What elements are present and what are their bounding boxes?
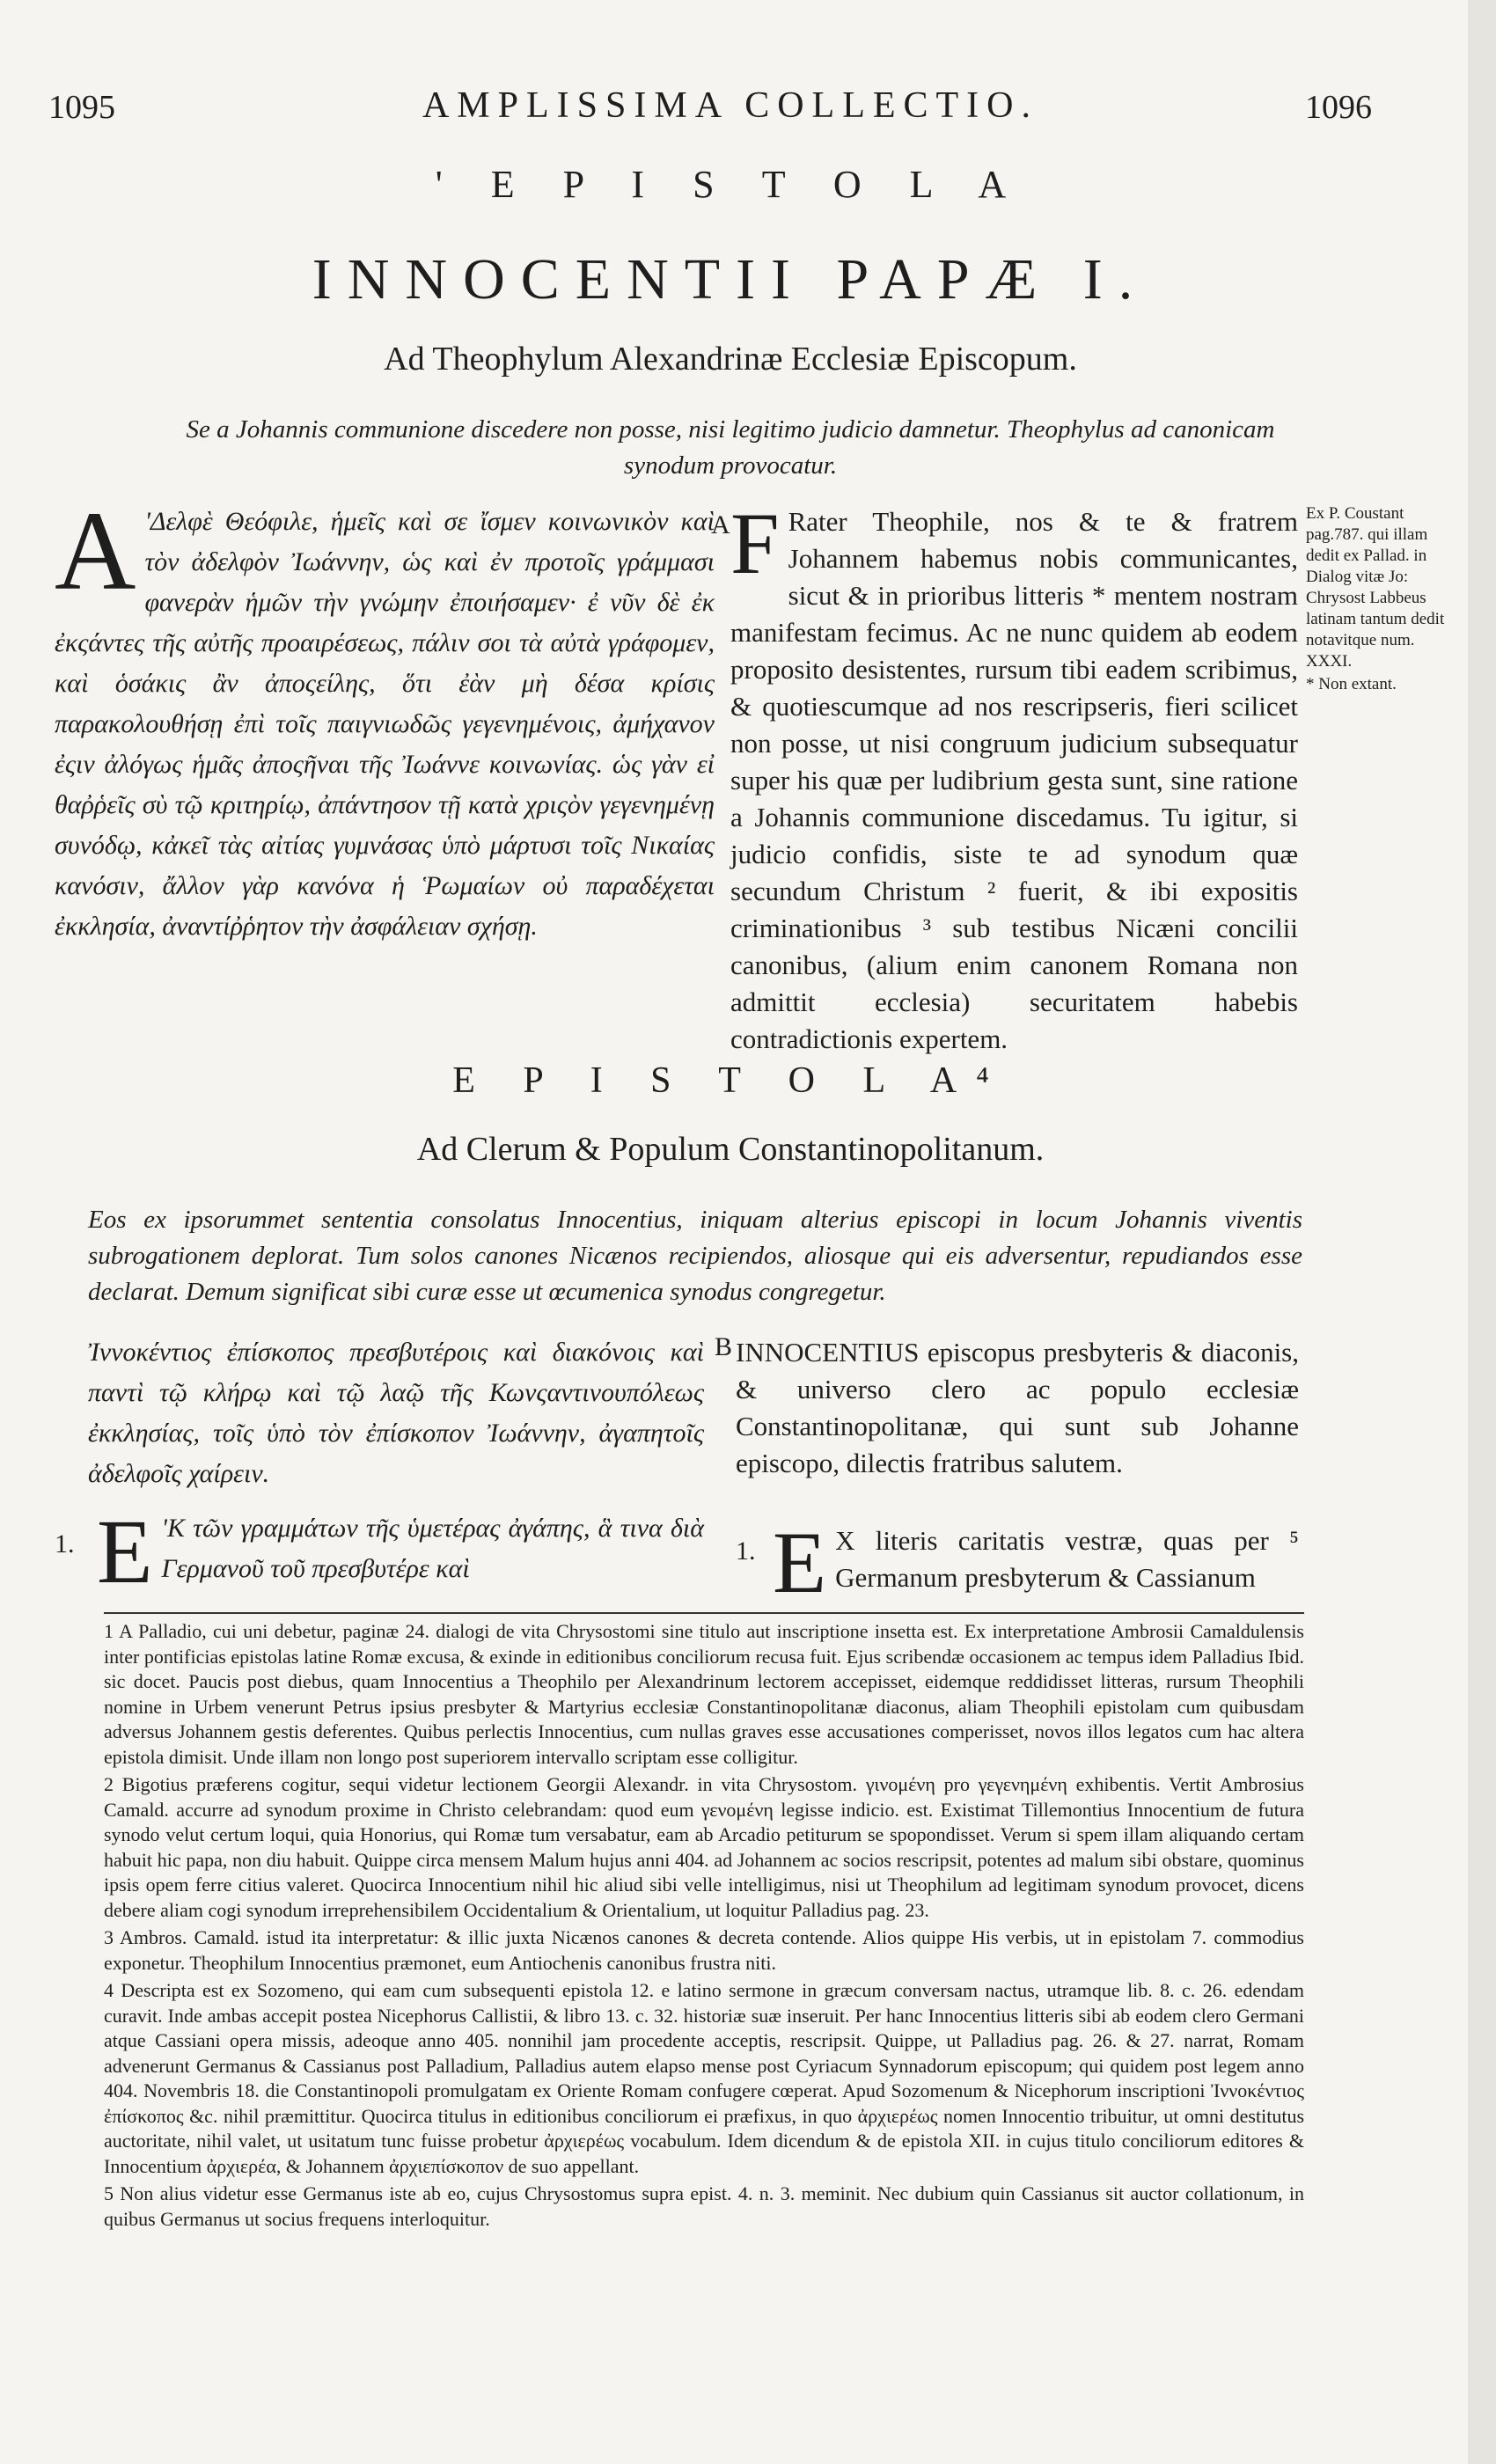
footnote-rule	[104, 1612, 1304, 1614]
paragraph-number-greek: 1.	[55, 1529, 75, 1558]
epistle-heading: ' E P I S T O L A	[435, 163, 1026, 206]
column-marker-b: B	[715, 1332, 733, 1361]
column-marker-a: A	[711, 510, 730, 539]
page-number-left: 1095	[48, 89, 115, 126]
footnotes	[104, 1619, 1304, 2234]
latin-text-column	[730, 495, 1298, 1058]
latin-paragraph-text: X literis caritatis vestræ, quas per ⁵ Germanum presbyterum & Cassianum	[835, 1525, 1299, 1593]
greek-paragraph-1	[97, 1501, 704, 1602]
greek-drop-cap-2: Ε	[97, 1501, 153, 1602]
greek-drop-cap: Α	[55, 488, 136, 613]
epistle2-subtitle: Ad Clerum & Populum Constantinopolitanum.	[416, 1131, 1045, 1168]
page-number-right: 1096	[1305, 89, 1372, 126]
latin-drop-cap: F	[730, 495, 780, 592]
epistle-subtitle: Ad Theophylum Alexandrinæ Ecclesiæ Episcopum.	[384, 341, 1077, 378]
latin-text: Rater Theophile, nos & te & fratrem Johannem habemus nobis communicantes, sicut & in prioribus litteris * mentem nostram manifestam fecimus. Ac ne nunc quidem ab eodem proposito desistentes, rursum tibi eadem scribimus, & quotiescumque ad nos rescripseris, fieri scilicet non posse, ut nisi congruum judicium subsequatur super his quæ per ludibrium gesta sunt, sine ratione a Johannis communione discedamus. Tu igitur, si judicio confidis, siste te ad synodum quæ secundum Christum ² fuerit, & ibi expositis criminationibus ³ sub testibus Nicæni concilii canonibus, (alium enim canonem Romana non admittit ecclesia) securitatem habebis contradictionis expertem.	[730, 506, 1298, 1054]
margin-note	[1306, 503, 1456, 695]
margin-note-non-extant: * Non extant.	[1306, 675, 1397, 693]
running-title: AMPLISSIMA COLLECTIO.	[422, 85, 1039, 126]
latin-drop-cap-2: E	[773, 1514, 827, 1611]
epistle-title: INNOCENTII PAPÆ I.	[312, 247, 1149, 312]
epistle-summary: Se a Johannis communione discedere non posse, nisi legitimo judicio damnetur. Theophylus ad canonicam synodum provocatur.	[186, 415, 1275, 480]
epistle2-summary: Eos ex ipsorummet sententia consolatus Innocentius, iniquam alterius episcopi in locum Johannis viventis subrogationem deplorat. Tum solos canones Nicænos recipiendos, aliosque qui eis adversentur, repudiandos esse declarat. Demum significat sibi curæ esse ut œcumenica synodus congregetur.	[88, 1206, 1302, 1306]
margin-note-source: Ex P. Coustant pag.787. qui illam dedit ex Pallad. in Dialog vitæ Jo: Chrysost Labbeus latinam tantum dedit notavitque num. XXXI.	[1306, 504, 1445, 671]
footnote-1: 1 A Palladio, cui uni debetur, paginæ 24. dialogi de vita Chrysostomi sine titulo aut inscriptione insetta est. Ex interpretatione Ambrosii Camaldulensis inter pontificias epistolas latine Romæ excusa, & exinde in editionibus conciliorum recusa fuit. Ejus scribendæ occasionem ac tempus idem Palladius Ibid. sic docet. Paucis post diebus, quam Innocentius a Theophilo per Alexandrinum lectorem accepisset, eidemque reddidisset litteras, rursum Theophili nomine in Urbem venerunt Petrus ipsius presbyter & Martyrius ecclesiæ Constantinopolitanæ diaconus, aliam Theophili epistolam cum quibusdam adversus Johannem gestis deferentes. Quibus perlectis Innocentius, cum nullas graves esse accusationes comperisset, novos illos legatos cum hac altera epistola dimisit. Unde illam non longo post superiorem intervallo scriptam esse colligitur.	[104, 1620, 1304, 1768]
adjacent-page-edge	[1468, 0, 1496, 2464]
latin-paragraph-1	[773, 1514, 1299, 1611]
footnote-4: 4 Descripta est ex Sozomeno, qui eam cum subsequenti epistola 12. e latino sermone in græcum conversam nactus, utramque lib. 8. c. 26. edendam curavit. Inde ambas accepit postea Nicephorus Callistii, & libro 13. c. 32. historiæ suæ inseruit. Per hanc Innocentius litteris sibi ab eodem clero Germani atque Cassiani opera missis, adeoque anno 405. nonnihil jam procedente acceptis, rescripsit. Quippe, ut Palladius pag. 26. & 27. narrat, Romam advenerunt Germanus & Cassianus post Palladium, Palladius autem elapso mense post Cyriacum Synnadorum episcopum; qui quidem post legem anno 404. Novembris 18. die Constantinopoli promulgatam ex Oriente Romam confugere cœperat. Apud Sozomenum & Nicephorum inscriptioni Ἰννοκέντιος ἐπίσκοπος &c. nihil præmittitur. Quocirca titulus in editionibus conciliorum ei præfixus, in quo ἀρχιερέως nomen Innocentio tribuitur, ut omni destitutus auctoritate, nihil valet, ut usitatum tunc fuisse probetur ἀρχιερέως vocabulum. Idem dicendum & de epistola XII. in cujus titulo conciliorum editores & Innocentium ἀρχιερέα, & Johannem ἀρχιεπίσκοπον de suo appellant.	[104, 1979, 1304, 2177]
footnote-2: 2 Bigotius præferens cogitur, sequi videtur lectionem Georgii Alexandr. in vita Chrysostom. γινομένη pro γεγενημένη exhibentis. Vertit Ambrosius Camald. accurre ad synodum proxime in Christo celebrandam: quod eum γενομένη legisse indicio. est. Existimat Tillemontius Innocentium de futura synodo velut certum loqui, quia Honorius, qui Romæ tum versabatur, eam ab Arcadio petiturum se spopondisset. Verum si spem illam aliquando certam habuit hic papa, non diu habuit. Quippe circa mensem Malum hujus anni 404. ad Johannem ac socios rescripsit, potentes ad malum sibi obstare, quominus ipsis opem ferre citius valeret. Quocirca Innocentium nihil hic aliud sibi velle intelligimus, nisi ut Theophilum ad legitimam synodum provocet, dicens debere aliam cogi synodum irreprehensibilem Occidentalium & Orientalium, ut loquitur Palladius pag. 23.	[104, 1773, 1304, 1921]
greek-address: Ἰννοκέντιος ἐπίσκοπος πρεσβυτέροις καὶ διακόνοις καὶ παντὶ τῷ κλήρῳ καὶ τῷ λαῷ τῆς Κωνςαντινουπόλεως ἐκκλησίας, τοῖς ὑπὸ τὸν ἐπίσκοπον Ἰωάννην, ἀγαπητοῖς ἀδελφοῖς χαίρειν.	[88, 1338, 704, 1488]
greek-text: 'Δελφὲ Θεόφιλε, ἡμεῖς καὶ σε ἴσμεν κοινωνικὸν καὶ τὸν ἀδελφὸν Ἰωάννην, ὡς καὶ ἐν προτοῖς γράμμασι φανερὰν ἡμῶν τὴν γνώμην ἐποιήσαμεν· ἐ νῦν δὲ ἐκ ἐκςάντες τῆς αὐτῆς προαιρέσεως, πάλιν σοι τὰ αὐτὰ γράφομεν, καὶ ὁσάκις ἂν ἀποςείλης, ὅτι ἐὰν μὴ δέσα κρίσις παρακολουθήσῃ ἐπὶ τοῖς παιγνιωδῶς γεγενημένοις, ἀμήχανον ἐςιν ἀλόγως ἡμᾶς ἀποςῆναι τῆς Ἰωάννε κοινωνίας. ὡς γὰν εἰ θαῤῥεῖς σὺ τῷ κριτηρίῳ, ἀπάντησον τῇ κατὰ χριςὸν γεγενημένῃ συνόδῳ, κἀκεῖ τὰς αἰτίας γυμνάσας ὑπὸ μάρτυσι τοῖς Νικαίας κανόσιν, ἄλλον γὰρ κανόνα ἡ Ῥωμαίων οὐ παραδέχεται ἐκκλησία, ἀναντίῤῥητον τὴν ἀσφάλειαν σχήσῃ.	[55, 507, 715, 941]
paragraph-number-latin: 1.	[736, 1536, 756, 1566]
footnote-3: 3 Ambros. Camald. istud ita interpretatur: & illic juxta Nicænos canones & decreta contende. Alios quippe His verbis, ut in epistolam 7. commodius exponetur. Theophilum Innocentius præmonet, eum Antiochenis canonibus frustra niti.	[104, 1926, 1304, 1974]
latin-address: INNOCENTIUS episcopus presbyteris & diaconis, & universo clero ac populo ecclesiæ Constantinopolitanæ, qui sunt sub Johanne episcopo, dilectis fratribus salutem.	[736, 1337, 1299, 1478]
greek-paragraph-text: 'Κ τῶν γραμμάτων τῆς ὑμετέρας ἀγάπης, ἃ τινα διὰ Γερμανοῦ τοῦ πρεσβυτέρε καὶ	[161, 1514, 704, 1583]
epistle2-heading: E P I S T O L A⁴	[452, 1060, 1008, 1101]
footnote-5: 5 Non alius videtur esse Germanus iste ab eo, cujus Chrysostomus supra epist. 4. n. 3. meminit. Nec dubium quin Cassianus sit auctor collationum, in quibus Germanus ut socius frequens interloquitur.	[104, 2182, 1304, 2230]
greek-text-column	[55, 488, 715, 947]
